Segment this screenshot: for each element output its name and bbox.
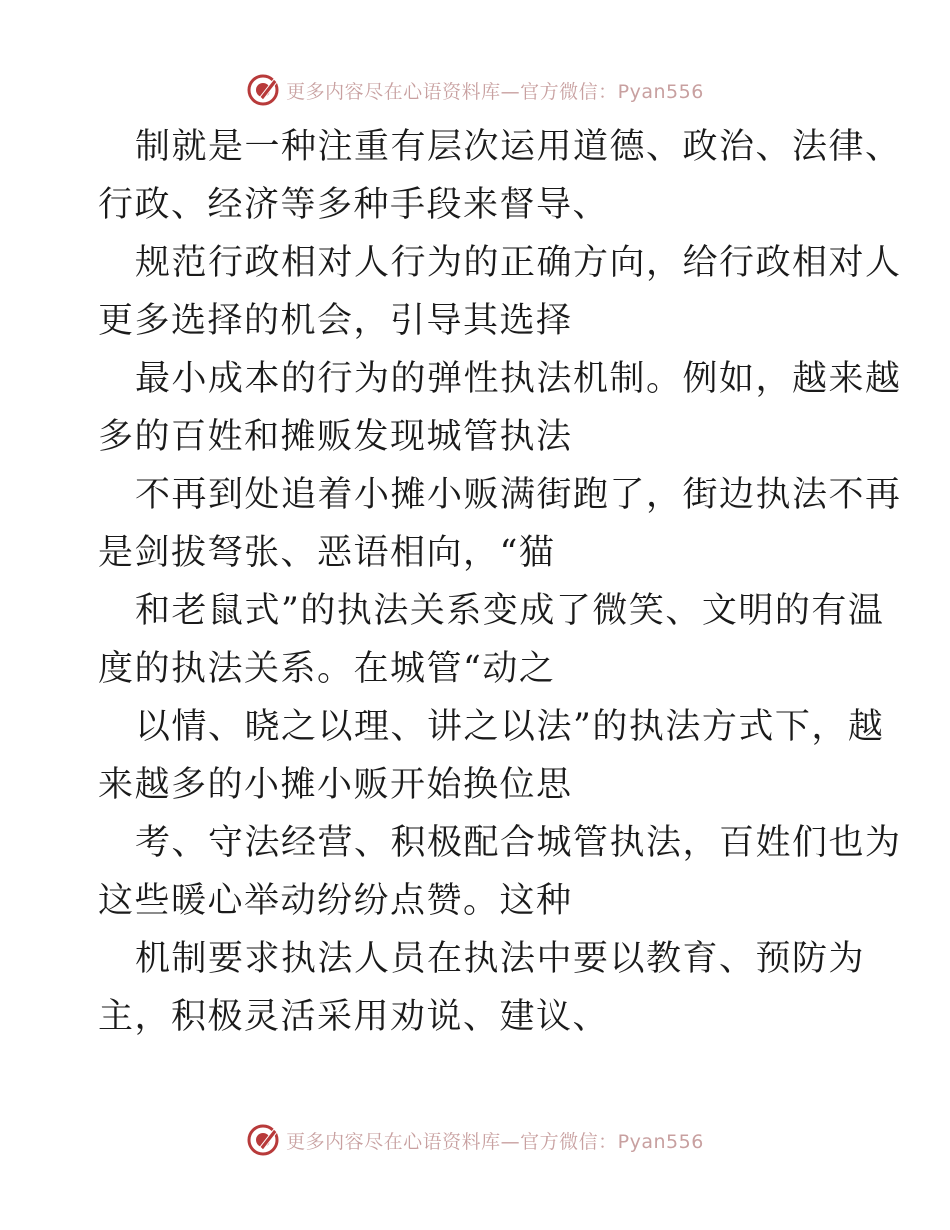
paragraph-line: 和老鼠式”的执法关系变成了微笑、文明的有温 [135, 591, 885, 631]
footer-watermark [0, 1120, 950, 1160]
paragraph-line: 更多选择的机会，引导其选择 [98, 301, 573, 341]
watermark-text: 更多内容尽在心语资料库—官方微信：Pyan556 [286, 1130, 704, 1153]
paragraph-line: 不再到处追着小摊小贩满街跑了，街边执法不再 [135, 475, 902, 515]
paragraph-line: 最小成本的行为的弹性执法机制。例如，越来越 [135, 359, 902, 399]
paragraph [98, 466, 902, 582]
paragraph [98, 234, 902, 350]
paragraph-line: 度的执法关系。在城管“动之 [98, 649, 556, 689]
watermark-text: 更多内容尽在心语资料库—官方微信：Pyan556 [286, 80, 704, 103]
paragraph-line: 机制要求执法人员在执法中要以教育、预防为 [135, 939, 866, 979]
paragraph-line: 规范行政相对人行为的正确方向，给行政相对人 [135, 243, 902, 283]
paragraph [98, 350, 902, 466]
paragraph [98, 118, 902, 234]
paragraph-line: 主，积极灵活采用劝说、建议、 [98, 997, 610, 1037]
paragraph-line: 是剑拔弩张、恶语相向，“猫 [98, 533, 556, 573]
paragraph-line: 多的百姓和摊贩发现城管执法 [98, 417, 573, 457]
paragraph-line: 这些暖心举动纷纷点赞。这种 [98, 881, 573, 921]
paragraph-line: 以情、晓之以理、讲之以法”的执法方式下，越 [135, 707, 885, 747]
paragraph [98, 582, 885, 698]
brand-logo-icon [246, 1123, 280, 1157]
paragraph-line: 考、守法经营、积极配合城管执法，百姓们也为 [135, 823, 902, 863]
paragraph [98, 930, 866, 1046]
paragraph [98, 814, 902, 930]
paragraph-line: 行政、经济等多种手段来督导、 [98, 185, 610, 225]
header-watermark [0, 70, 950, 110]
paragraph-line: 制就是一种注重有层次运用道德、政治、法律、 [135, 127, 902, 167]
paragraph-line: 来越多的小摊小贩开始换位思 [98, 765, 573, 805]
brand-logo-icon [246, 73, 280, 107]
document-body [98, 118, 902, 1046]
paragraph [98, 698, 885, 814]
